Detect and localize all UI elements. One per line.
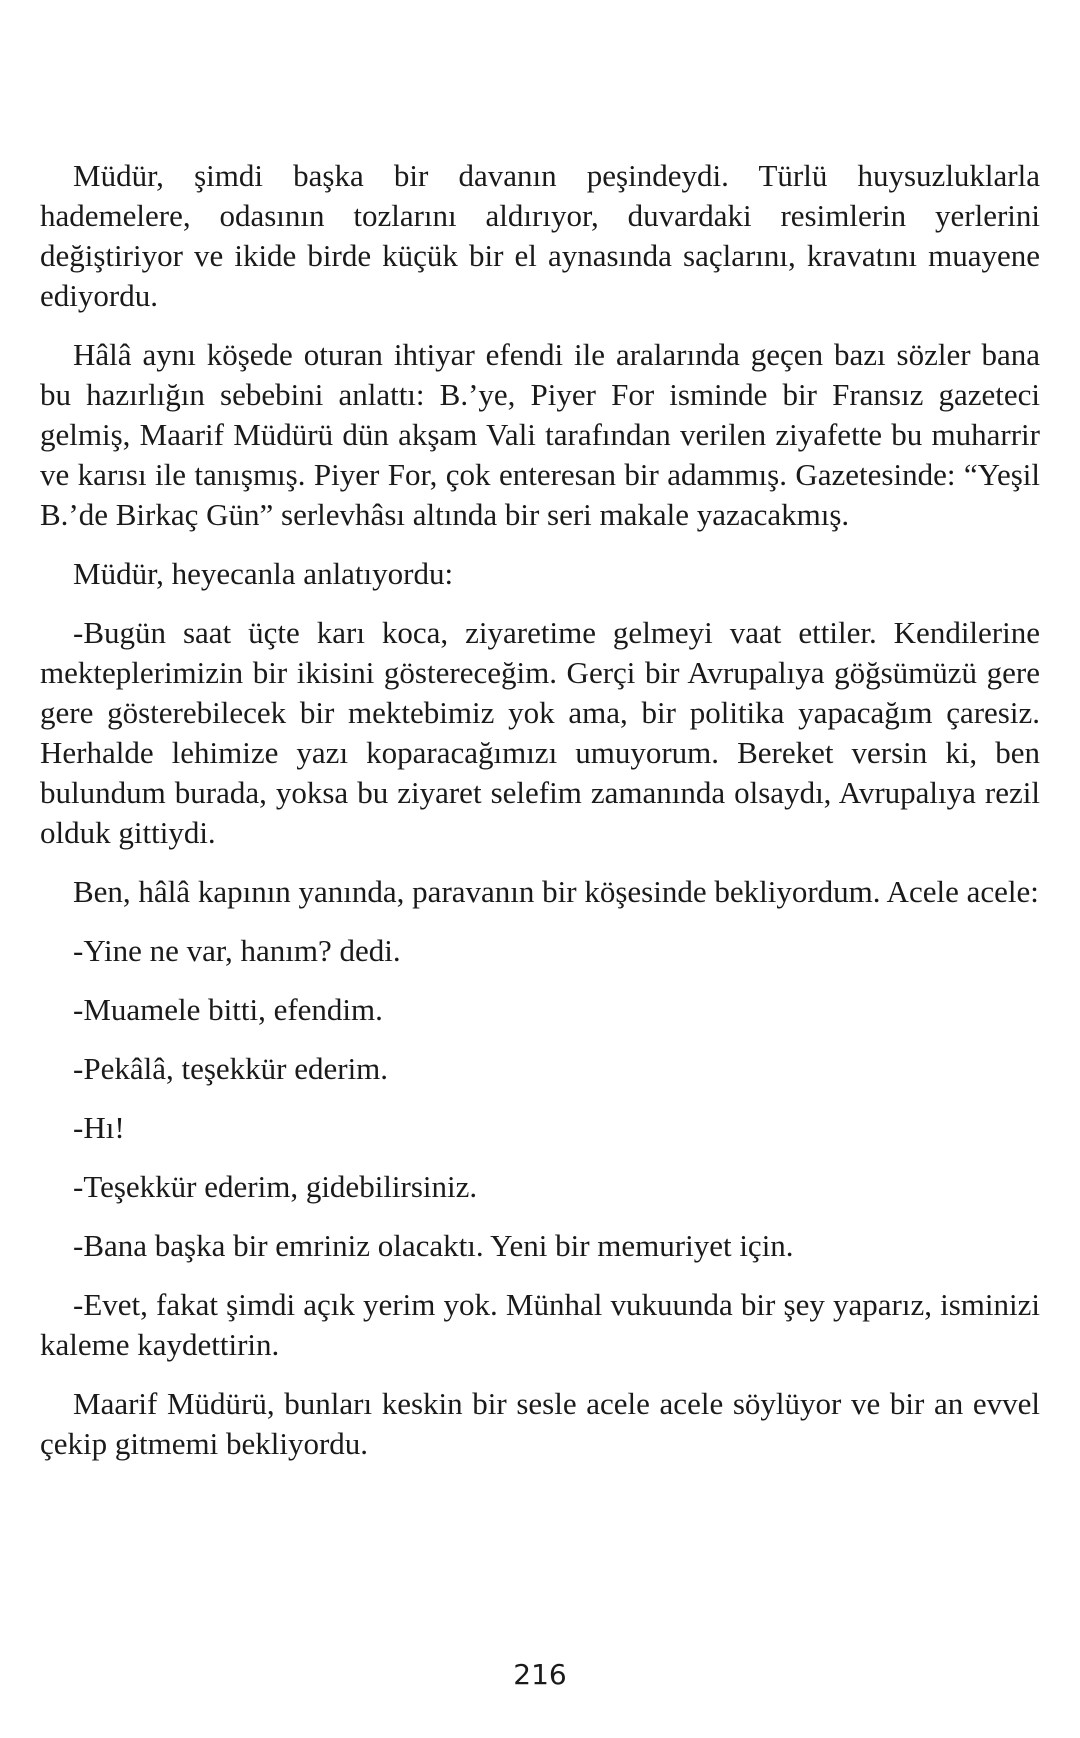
paragraph: Ben, hâlâ kapının yanında, paravanın bir köşesinde bekliyordum. Acele acele: xyxy=(73,874,1039,909)
paragraph: Müdür, heyecanla anlatıyordu: xyxy=(73,556,454,591)
dialogue-line: -Muamele bitti, efendim. xyxy=(73,992,383,1027)
dialogue-line: -Hı! xyxy=(73,1110,125,1145)
dialogue-line: -Teşekkür ederim, gidebilirsiniz. xyxy=(73,1169,478,1204)
paragraph: Hâlâ aynı köşede oturan ihtiyar efendi ile aralarında geçen bazı sözler bana bu hazırlığın sebebini anlattı: B.’ye, Piyer For isminde bir Fransız gazeteci gelmiş, Maarif Müdürü dün akşam Vali tarafından verilen ziyafette bu muharrir ve karısı ile tanışmış. Piyer For, çok enteresan bir adammış. Gazetesinde: “Yeşil B.’de Birkaç Gün” serlevhâsı altında bir seri makale yazacakmış. xyxy=(40,337,1040,532)
dialogue-line: -Yine ne var, hanım? dedi. xyxy=(73,933,401,968)
paragraph: Müdür, şimdi başka bir davanın peşindeydi. Türlü huysuzluklarla hademelere, odasının tozlarını aldırıyor, duvardaki resimlerin yerlerini değiştiriyor ve ikide birde küçük bir el aynasında saçlarını, kravatını muayene ediyordu. xyxy=(40,158,1040,313)
dialogue-line: -Evet, fakat şimdi açık yerim yok. Münhal vukuunda bir şey yaparız, isminizi kaleme kaydettirin. xyxy=(40,1287,1040,1362)
dialogue-line: -Bana başka bir emriniz olacaktı. Yeni bir memuriyet için. xyxy=(73,1228,794,1263)
page-number: 216 xyxy=(513,1658,567,1691)
dialogue-line: -Pekâlâ, teşekkür ederim. xyxy=(73,1051,389,1086)
dialogue-line: -Bugün saat üçte karı koca, ziyaretime gelmeyi vaat ettiler. Kendilerine mekteplerimizin bir ikisini göstereceğim. Gerçi bir Avrupalıya göğsümüzü gere gere gösterebilecek bir mektebimiz yok ama, bir politika yapacağım çaresiz. Herhalde lehimize yazı koparacağımızı umuyorum. Bereket versin ki, ben bulundum burada, yoksa bu ziyaret selefim zamanında olsaydı, Avrupalıya rezil olduk gittiydi. xyxy=(40,615,1040,850)
body-text xyxy=(40,156,1040,1483)
paragraph: Maarif Müdürü, bunları keskin bir sesle acele acele söylüyor ve bir an evvel çekip gitmemi bekliyordu. xyxy=(40,1386,1040,1461)
